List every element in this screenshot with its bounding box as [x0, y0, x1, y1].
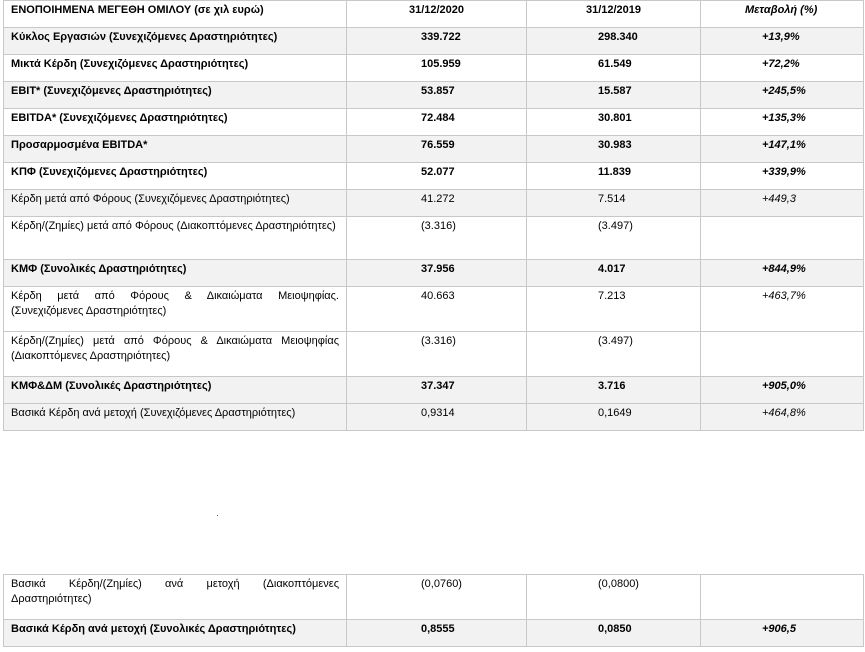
row-label: Βασικά Κέρδη/(Ζημίες) ανά μετοχή (Διακοπτόμενες Δραστηριότητες): [4, 575, 347, 620]
row-value-2020: 0,8555: [347, 620, 527, 647]
table-row: [4, 575, 864, 620]
table-row: [4, 109, 864, 136]
row-change: +905,0%: [701, 377, 864, 404]
row-change: +463,7%: [701, 287, 864, 332]
row-value-2019: 7.514: [527, 190, 701, 217]
row-change: +13,9%: [701, 28, 864, 55]
row-value-2020: 105.959: [347, 55, 527, 82]
row-value-2020: 53.857: [347, 82, 527, 109]
header-change: Μεταβολή (%): [701, 1, 864, 28]
row-label: Βασικά Κέρδη ανά μετοχή (Συνολικές Δραστηριότητες): [4, 620, 347, 647]
table-row: [4, 28, 864, 55]
table-row: [4, 217, 864, 260]
row-change: +72,2%: [701, 55, 864, 82]
row-value-2020: 37.347: [347, 377, 527, 404]
table-row: [4, 404, 864, 431]
row-label: ΚΜΦ&ΔΜ (Συνολικές Δραστηριότητες): [4, 377, 347, 404]
row-value-2019: 0,0850: [527, 620, 701, 647]
table-row: [4, 377, 864, 404]
row-value-2019: (3.497): [527, 332, 701, 377]
row-value-2019: 15.587: [527, 82, 701, 109]
row-value-2020: (3.316): [347, 217, 527, 260]
row-value-2020: 52.077: [347, 163, 527, 190]
table-row: [4, 260, 864, 287]
row-label: ΚΜΦ (Συνολικές Δραστηριότητες): [4, 260, 347, 287]
header-2019: 31/12/2019: [527, 1, 701, 28]
row-value-2019: 0,1649: [527, 404, 701, 431]
row-value-2019: 30.983: [527, 136, 701, 163]
row-change: +135,3%: [701, 109, 864, 136]
row-value-2019: 298.340: [527, 28, 701, 55]
row-change: +464,8%: [701, 404, 864, 431]
table-row: [4, 163, 864, 190]
table-row: [4, 55, 864, 82]
row-value-2020: 72.484: [347, 109, 527, 136]
row-label: Κέρδη μετά από Φόρους & Δικαιώματα Μειοψηφίας. (Συνεχιζόμενες Δραστηριότητες): [4, 287, 347, 332]
row-value-2019: 30.801: [527, 109, 701, 136]
row-value-2019: 11.839: [527, 163, 701, 190]
table-row: [4, 136, 864, 163]
row-value-2019: 4.017: [527, 260, 701, 287]
row-change: +147,1%: [701, 136, 864, 163]
financial-table: [3, 0, 864, 431]
row-label: Μικτά Κέρδη (Συνεχιζόμενες Δραστηριότητες): [4, 55, 347, 82]
row-change: [701, 217, 864, 260]
row-label: Βασικά Κέρδη ανά μετοχή (Συνεχιζόμενες Δραστηριότητες): [4, 404, 347, 431]
row-value-2020: 40.663: [347, 287, 527, 332]
row-value-2020: 37.956: [347, 260, 527, 287]
row-value-2020: 0,9314: [347, 404, 527, 431]
row-value-2020: (0,0760): [347, 575, 527, 620]
row-value-2019: 7.213: [527, 287, 701, 332]
row-label: Κέρδη/(Ζημίες) μετά από Φόρους (Διακοπτόμενες Δραστηριότητες): [4, 217, 347, 260]
row-value-2020: (3.316): [347, 332, 527, 377]
header-2020: 31/12/2020: [347, 1, 527, 28]
table-row: [4, 620, 864, 647]
row-change: +844,9%: [701, 260, 864, 287]
table-header-row: [4, 1, 864, 28]
row-value-2019: 61.549: [527, 55, 701, 82]
table-row: [4, 332, 864, 377]
table-row: [4, 190, 864, 217]
row-label: EBIT* (Συνεχιζόμενες Δραστηριότητες): [4, 82, 347, 109]
row-change: +449,3: [701, 190, 864, 217]
row-value-2019: (3.497): [527, 217, 701, 260]
table-row: [4, 82, 864, 109]
row-value-2020: 339.722: [347, 28, 527, 55]
row-label: Κύκλος Εργασιών (Συνεχιζόμενες Δραστηριότητες): [4, 28, 347, 55]
row-change: [701, 575, 864, 620]
row-label: Προσαρμοσμένα EBITDA*: [4, 136, 347, 163]
row-label: EBITDA* (Συνεχιζόμενες Δραστηριότητες): [4, 109, 347, 136]
header-title: ΕΝΟΠΟΙΗΜΕΝΑ ΜΕΓΕΘΗ ΟΜΙΛΟΥ (σε χιλ ευρώ): [4, 1, 347, 28]
table-row: [4, 287, 864, 332]
row-change: +339,9%: [701, 163, 864, 190]
financial-table-continued: [3, 574, 864, 647]
row-value-2020: 41.272: [347, 190, 527, 217]
row-label: Κέρδη μετά από Φόρους (Συνεχιζόμενες Δραστηριότητες): [4, 190, 347, 217]
row-change: +906,5: [701, 620, 864, 647]
page-mark: [217, 515, 218, 516]
row-value-2019: (0,0800): [527, 575, 701, 620]
row-value-2020: 76.559: [347, 136, 527, 163]
row-change: [701, 332, 864, 377]
row-label: ΚΠΦ (Συνεχιζόμενες Δραστηριότητες): [4, 163, 347, 190]
row-change: +245,5%: [701, 82, 864, 109]
row-label: Κέρδη/(Ζημίες) μετά από Φόρους & Δικαιώματα Μειοψηφίας (Διακοπτόμενες Δραστηριότητες): [4, 332, 347, 377]
row-value-2019: 3.716: [527, 377, 701, 404]
